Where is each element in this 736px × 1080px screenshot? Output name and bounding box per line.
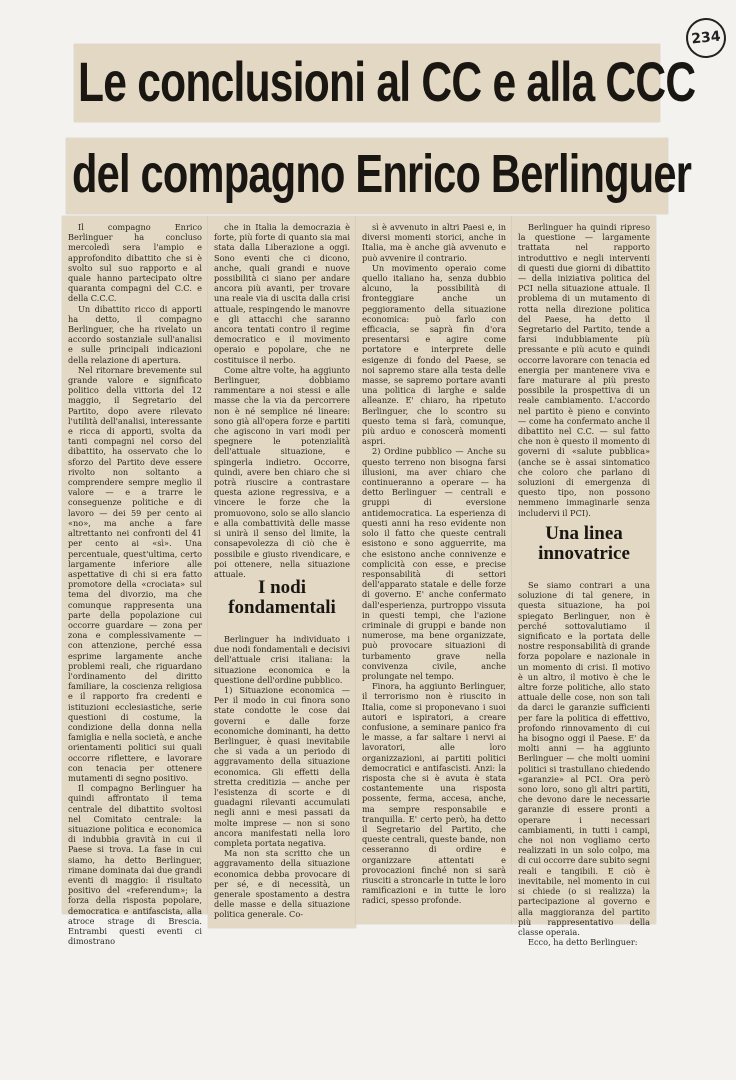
article-paragraph: 1) Situazione economica — Per il modo in cui finora sono state condotte le cose dai governi e dalle forze economiche dominanti, ha detto Berlinguer, è quasi inevitabile che si vada a un periodo di aggravamento della situazione economica. Gli effetti della stretta creditizia — anche per l'esistenza di scorte e di guadagni rilevanti accumulati negli anni e mesi passati da molte imprese — non si sono ancora manifestati nella loro completa portata negativa. bbox=[214, 685, 350, 849]
article-column-4 bbox=[512, 216, 656, 948]
article-paragraph: 2) Ordine pubblico — Anche su questo terreno non bisogna farsi illusioni, ma aver chiaro che continueranno a operare — ha detto Berlinguer — centrali e gruppi di eversione antidemocratica. La esperienza di questi anni ha reso evidente non solo il fatto che queste centrali esistono e sono agguerrite, ma che esistono anche connivenze e complicità con esse, e precise responsabilità di settori dell'apparato statale e delle forze di governo. E' anche confermato dall'esperienza, purtroppo vissuta in questi tempi, che l'azione criminale di gruppi e bande non numerose, ma bene organizzate, può provocare situazioni di turbamento grave nella convivenza civile, anche prolungate nel tempo. bbox=[362, 446, 506, 681]
subheading-linea-innovatrice: Una linea innovatrice bbox=[538, 523, 630, 564]
headline-line-2: del compagno Enrico Berlinguer bbox=[72, 144, 692, 204]
article-column-1 bbox=[62, 216, 208, 947]
subheading-nodi-fondamentali: I nodi fondamentali bbox=[228, 577, 336, 618]
article-paragraph: sì è avvenuto in altri Paesi e, in diversi momenti storici, anche in Italia, ma è anche già avvenuto e può avvenire il contrario. bbox=[362, 222, 506, 263]
article-paragraph: Nel ritornare brevemente sul grande valore e significato politico della vittoria del 12 maggio, il Segretario del Partito, dopo avere rilevato l'utilità dell'analisi, interessante e ricca di apporti, svolta da tanti compagni nel corso del dibattito, ha osservato che lo sforzo del Partito deve essere rivolto non soltanto a comprendere sempre meglio il valore — e a trarre le conseguenze politiche e di lavoro — dei 59 per cento ai «no», ma anche a fare altrettanto nei confronti del 41 per cento ai «sì». Una percentuale, quest'ultima, certo largamente inferiore alle aspettative di chi si era fatto promotore della «crociata» sul tema del divorzio, ma che comunque rappresenta una parte della popolazione cui occorre guardare — zona per zona e complessivamente — con attenzione, perché essa esprime largamente anche problemi reali, che riguardano l'ordinamento del diritto familiare, la coscienza religiosa e il rapporto fra credenti e istituzioni ecclesiastiche, serie questioni di costume, la condizione della donna nella famiglia e nella società, e anche orientamenti politici sui quali occorre riflettere, e lavorare con tenacia per ottenere mutamenti di segno positivo. bbox=[68, 364, 202, 783]
headline-strip-1 bbox=[74, 44, 696, 122]
article-column-2 bbox=[208, 216, 356, 928]
archive-number-stamp: 234 bbox=[684, 16, 728, 60]
headline-line-1: Le conclusioni al CC e alla CCC bbox=[78, 50, 696, 113]
article-paragraph: Finora, ha aggiunto Berlinguer, il terrorismo non è riuscito in Italia, come si proponevano i suoi autori e ispiratori, a creare confusione, a seminare panico fra le masse, a far saltare i nervi ai lavoratori, alle loro organizzazioni, ai partiti politici democratici e antifascisti. Anzi: la risposta che si è avuta è stata costantemente una risposta possente, ferma, accesa, anche, ma sempre responsabile e tranquilla. E' certo però, ha detto il Segretario del Partito, che queste centrali, queste bande, non cesseranno di ordire e organizzare attentati e provocazioni finché non si sarà riusciti a stroncarle in tutte le loro ramificazioni e in tutte le loro radici, spesso profonde. bbox=[362, 681, 506, 906]
article-column-3 bbox=[356, 216, 512, 924]
headline-strip-2 bbox=[66, 138, 692, 214]
article-paragraph: che in Italia la democrazia è forte, più forte di quanto sia mai stata dalla Liberazione a oggi. Sono eventi che ci dicono, anche, quali grandi e nuove possibilità ci siano per andare ancora più avanti, per trovare una reale via di uscita dalla crisi attuale, respingendo le manovre e gli attacchi che saranno ancora tentati contro il regime democratico e il movimento operaio e popolare, che ne costituisce il nerbo. bbox=[214, 222, 350, 365]
article-paragraph: Il compagno Berlinguer ha quindi affrontato il tema centrale del dibattito svoltosi nel Comitato centrale: la situazione politica e economica di indubbia gravità in cui il Paese si trova. La fase in cui siamo, ha detto Berlinguer, rimane dominata dai due grandi eventi di maggio: il risultato positivo del «referendum»; la forza della risposta popolare, democratica e antifascista, alla atroce strage di Brescia. Entrambi questi eventi ci dimostrano bbox=[68, 783, 202, 947]
article-paragraph: Come altre volte, ha aggiunto Berlinguer, dobbiamo rammentare a noi stessi e alle masse che la via da percorrere non è né semplice né lineare: sono già all'opera forze e partiti che agiscono in vari modi per spegnere le potenzialità dell'attuale situazione, e spingerla indietro. Occorre, quindi, avere ben chiaro che si potrà riuscire a contrastare questa azione regressiva, e a vincere le forze che la promuovono, solo se allo slancio e alla combattività delle masse si unirà il senso del limite, la consapevolezza di ciò che è possibile e giusto rivendicare, e poi ottenere, nella situazione attuale. bbox=[214, 364, 350, 579]
article-paragraph: Il compagno Enrico Berlinguer ha concluso mercoledì sera l'ampio e approfondito dibattito che si è svolto sul suo rapporto e al quale hanno partecipato oltre quaranta compagni del C.C. e della C.C.C. bbox=[68, 222, 202, 304]
article-paragraph: Ecco, ha detto Berlinguer: bbox=[528, 937, 638, 948]
article-paragraph: Ma non sta scritto che un aggravamento della situazione economica debba provocare di per sé, e di necessità, un generale spostamento a destra delle masse e della situazione politica generale. Co- bbox=[214, 848, 350, 920]
article-paragraph: Un movimento operaio come quello italiano ha, senza dubbio alcuno, la possibilità di fronteggiare anche un peggioramento della situazione economica: può farlo con efficacia, se saprà fin d'ora presentarsi e agire come portatore e interprete delle esigenze di fondo del Paese, se noi sapremo stare alla testa delle masse, se sapremo portare avanti una politica di larghe e salde alleanze. E' chiaro, ha ripetuto Berlinguer, che lo scontro su questo tema si farà, comunque, più arduo e conoscerà momenti aspri. bbox=[362, 262, 506, 447]
article-paragraph: Berlinguer ha quindi ripreso la questione — largamente trattata nel rapporto introduttivo e negli interventi di questi due giorni di dibattito — della iniziativa politica del PCI nella situazione attuale. Il problema di un mutamento di rotta nella direzione politica del Paese, ha detto il Segretario del Partito, tende a farsi indubbiamente più pressante e più acuto e quindi occorre lavorare con tenacia ed energia per mantenere viva e fare maturare al più presto possibile la prospettiva di un reale cambiamento. L'accordo nel partito è pieno e convinto — come ha confermato anche il dibattito nel C.C. — sul fatto che non è questo il momento di governi di «salute pubblica» (anche se è assai sintomatico che coloro che parlano di soluzioni di emergenza di questo tipo, non possono nemmeno immaginarle senza includervi il PCI). bbox=[518, 222, 650, 518]
article-paragraph: Berlinguer ha individuato i due nodi fondamentali e decisivi dell'attuale crisi italiana: la situazione economica e la questione dell'ordine pubblico. bbox=[214, 634, 350, 685]
article-paragraph: Se siamo contrari a una soluzione di tal genere, in questa situazione, ha poi spiegato Berlinguer, non è perché sottovalutiamo il significato e la portata delle nostre responsabilità di grande forza popolare e nazionale in un momento di crisi. Il motivo è un altro, il motivo è che le altre forze politiche, allo stato attuale delle cose, non son tali da darci le garanzie sufficienti per fare la politica di effettivo, profondo rinnovamento di cui ha bisogno oggi il Paese. E' da molti anni — ha aggiunto Berlinguer — che molti uomini politici si trastullano chiedendo «garanzie» al PCI. Ora però sono loro, sono gli altri partiti, che devono dare le necessarie garanzie di essere pronti a operare i necessari cambiamenti, in tutti i campi, che noi non vogliamo certo realizzati in un solo colpo, ma di cui occorre dare subito segni reali e tangibili. E ciò è inevitabile, nel momento in cui si chiede (o si realizza) la partecipazione al governo e alla maggioranza del partito più rappresentativo della classe operaia. bbox=[518, 580, 650, 937]
article-paragraph: Un dibattito ricco di apporti ha detto, il compagno Berlinguer, che ha rivelato un accordo sostanziale sull'analisi e sulle principali indicazioni della relazione di apertura. bbox=[68, 303, 202, 365]
